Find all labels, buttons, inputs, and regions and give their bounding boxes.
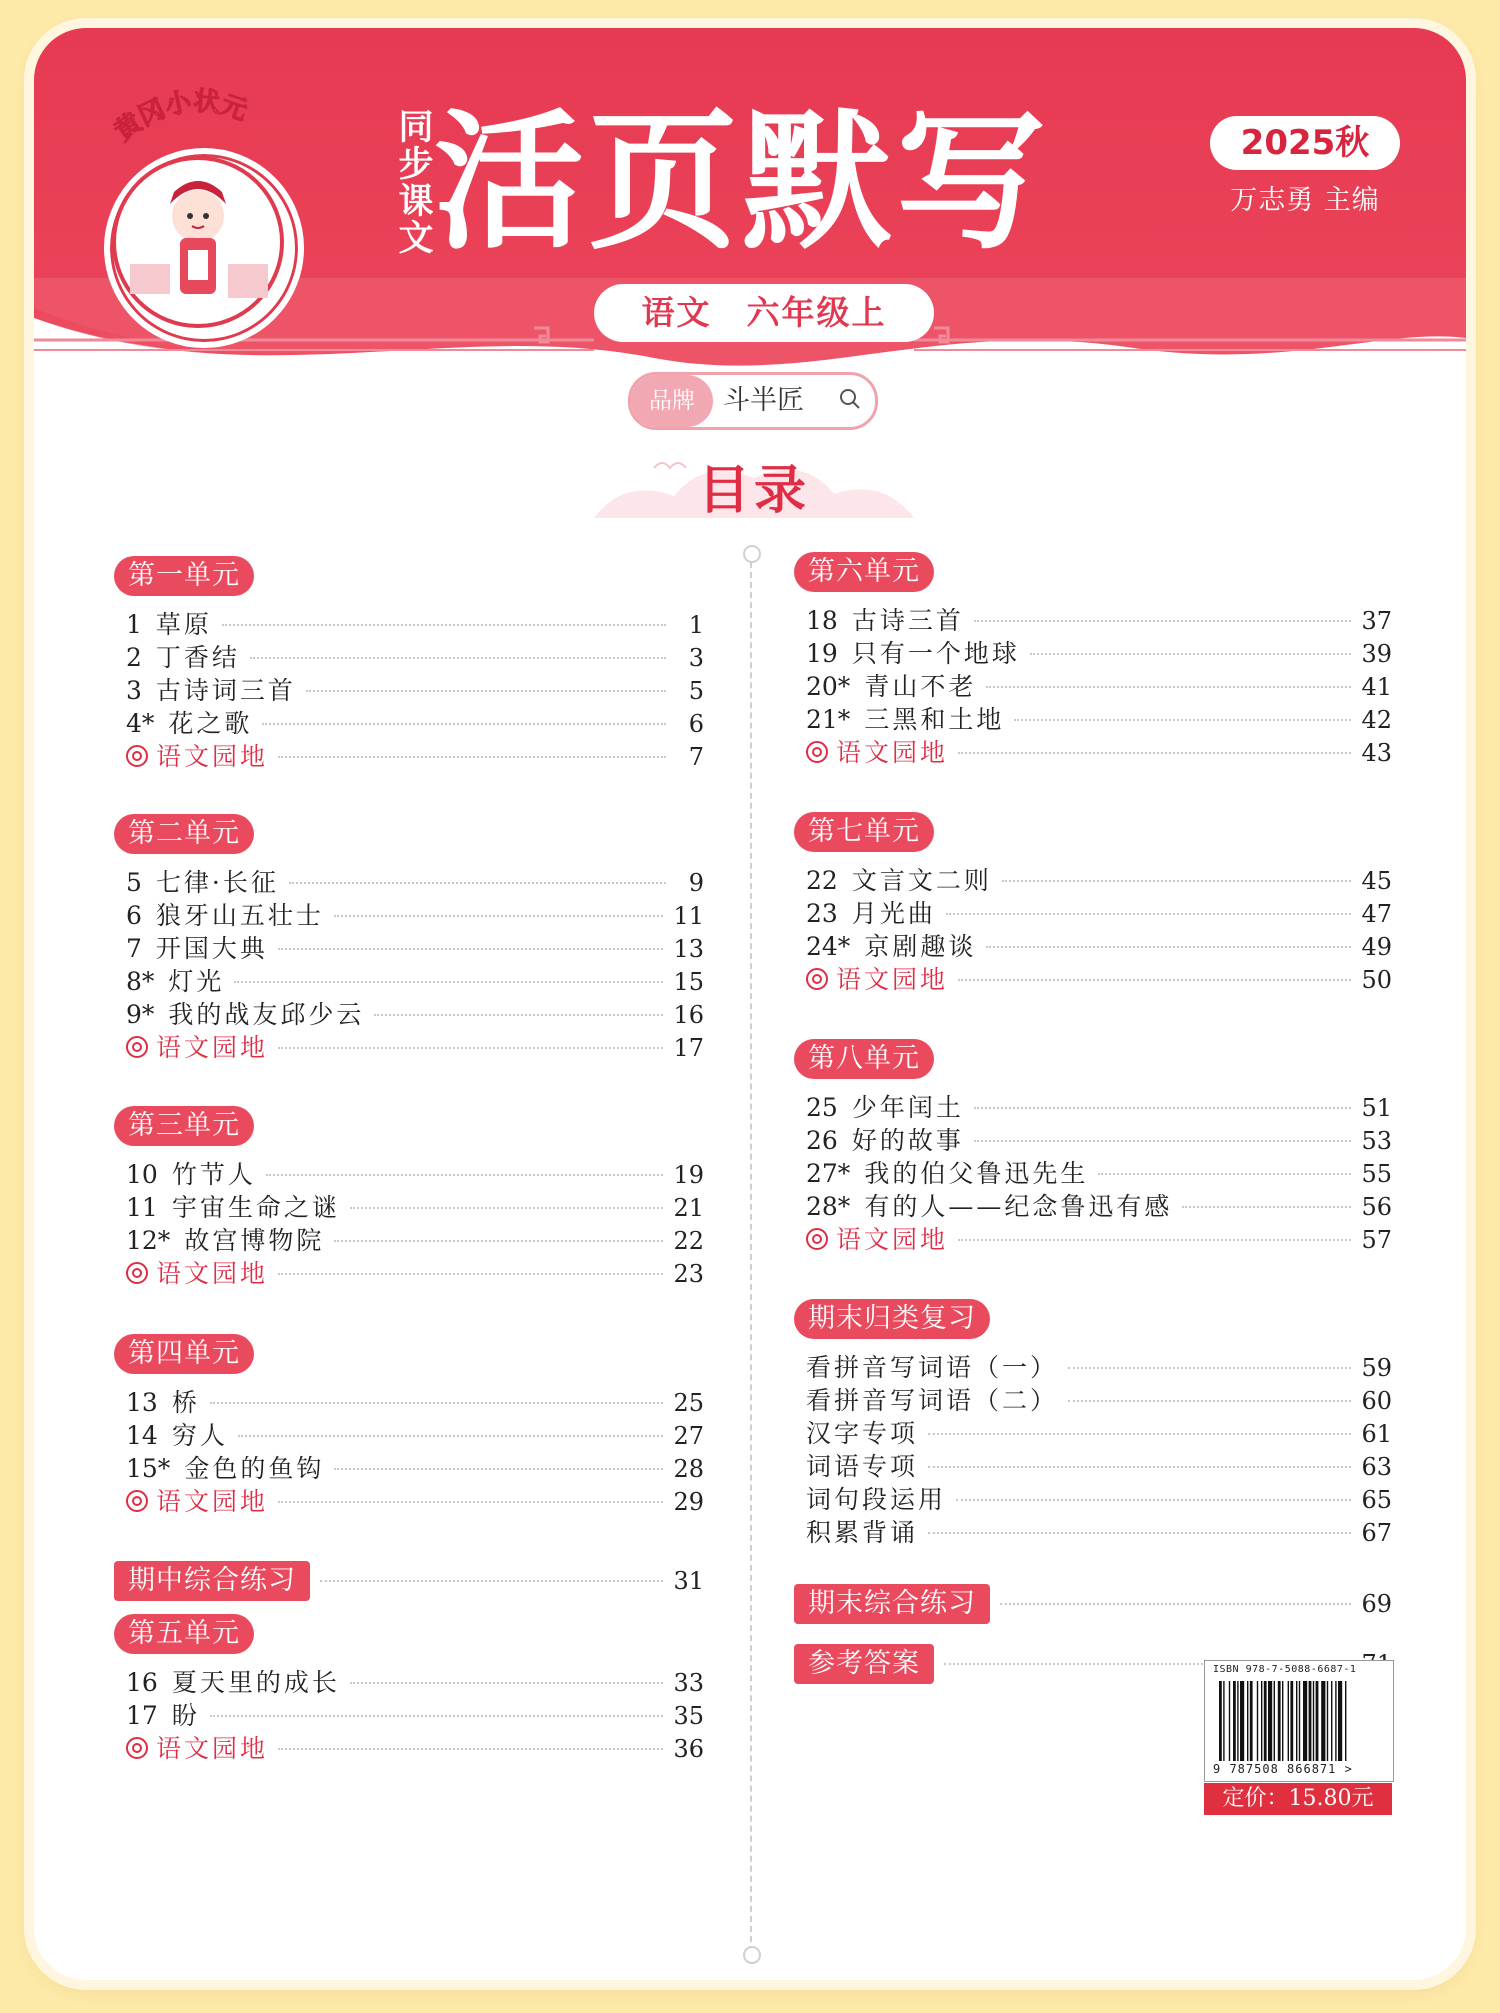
page-number: 25: [673, 1389, 704, 1417]
toc-row[interactable]: [806, 1417, 1392, 1450]
lesson-title: 七律·长征: [155, 868, 279, 897]
dot-leader: [958, 752, 1351, 754]
toc-row[interactable]: [806, 1157, 1392, 1190]
bullseye-icon: [806, 741, 828, 763]
page-number: 53: [1361, 1127, 1392, 1155]
lesson-title: 语文园地: [836, 738, 949, 767]
lesson-title: 好的故事: [851, 1126, 964, 1155]
lesson-number: 21*: [806, 705, 851, 734]
lesson-title: 桥: [171, 1388, 200, 1417]
dot-leader: [974, 1140, 1352, 1142]
lesson-title: 盼: [171, 1701, 200, 1730]
dot-leader: [1002, 880, 1352, 882]
toc-row[interactable]: [126, 1386, 704, 1419]
dot-leader: [986, 686, 1351, 688]
barcode-bar: [1327, 1681, 1328, 1761]
toc-row[interactable]: [126, 899, 704, 932]
toc-inline-entry[interactable]: [794, 1584, 1392, 1624]
page-number: 49: [1361, 933, 1392, 961]
lesson-number: 4*: [126, 709, 155, 738]
lesson-number: 14: [126, 1421, 158, 1450]
page-number: 39: [1361, 640, 1392, 668]
lesson-title: 语文园地: [156, 1033, 269, 1062]
barcode-bar: [1268, 1681, 1272, 1761]
section-label: 参考答案: [794, 1644, 934, 1684]
toc-row-chinese-garden[interactable]: [126, 1031, 704, 1064]
lesson-title: 古诗词三首: [155, 676, 296, 705]
dot-leader: [278, 756, 666, 758]
toc-row[interactable]: [126, 965, 704, 998]
toc-section: [114, 1106, 704, 1290]
dot-leader: [928, 1466, 1351, 1468]
page-number: 23: [673, 1260, 704, 1288]
page-number: 5: [688, 677, 704, 705]
toc-row[interactable]: [126, 674, 704, 707]
toc-row[interactable]: [806, 930, 1392, 963]
lesson-number: 3: [126, 676, 142, 705]
barcode-bar: [1331, 1681, 1332, 1761]
toc-row[interactable]: [806, 1384, 1392, 1417]
lesson-number: 9*: [126, 1000, 155, 1029]
page-number: 29: [673, 1488, 704, 1516]
isbn-number: ISBN 978-7-5088-6687-1: [1213, 1664, 1357, 1675]
barcode-bar: [1261, 1681, 1262, 1761]
page-number: 3: [688, 644, 704, 672]
barcode-bar: [1290, 1681, 1293, 1761]
lesson-number: 24*: [806, 932, 851, 961]
page-number: 60: [1361, 1387, 1392, 1415]
page-number: 55: [1361, 1160, 1392, 1188]
barcode-bars: [1219, 1681, 1381, 1761]
dot-leader: [278, 1047, 663, 1049]
barcode-bar: [1250, 1681, 1253, 1761]
brand-search-bar[interactable]: [628, 372, 878, 430]
page-number: 69: [1361, 1590, 1392, 1618]
dot-leader: [374, 1014, 663, 1016]
toc-section: [794, 1584, 1392, 1624]
page-number: 15: [673, 968, 704, 996]
lesson-title: 少年闰土: [851, 1093, 964, 1122]
dot-leader: [1068, 1367, 1351, 1369]
cover-card: [34, 28, 1466, 1980]
toc-row[interactable]: [126, 1419, 704, 1452]
lesson-number: 11: [126, 1193, 158, 1222]
toc-row-chinese-garden[interactable]: [126, 740, 704, 773]
toc-row[interactable]: [126, 866, 704, 899]
lesson-number: 15*: [126, 1454, 171, 1483]
barcode-bar: [1313, 1681, 1314, 1761]
toc-list: [114, 1158, 704, 1290]
dot-leader: [320, 1580, 663, 1582]
divider-dot: [743, 1946, 761, 1964]
lesson-title: 三黑和土地: [864, 705, 1005, 734]
page-number: 51: [1361, 1094, 1392, 1122]
dot-leader: [278, 948, 664, 950]
page-number: 50: [1361, 966, 1392, 994]
year-badge: 2025秋: [1210, 116, 1400, 170]
barcode-bar: [1274, 1681, 1275, 1761]
dot-leader: [986, 946, 1351, 948]
lesson-title: 语文园地: [836, 965, 949, 994]
lesson-title: 词句段运用: [806, 1485, 947, 1514]
lesson-number: 7: [126, 934, 142, 963]
dot-leader: [278, 1273, 663, 1275]
lesson-number: 16: [126, 1668, 158, 1697]
lesson-title: 我的伯父鲁迅先生: [864, 1159, 1089, 1188]
subject-grade-pill: 语文 六年级上: [594, 284, 934, 342]
toc-row[interactable]: [806, 864, 1392, 897]
toc-row[interactable]: [126, 641, 704, 674]
lesson-number: 2: [126, 643, 142, 672]
toc-section: [114, 556, 704, 773]
lesson-number: 18: [806, 606, 838, 635]
toc-section: [114, 814, 704, 1064]
page-number: 56: [1361, 1193, 1392, 1221]
bullseye-icon: [126, 1262, 148, 1284]
lesson-number: 8*: [126, 967, 155, 996]
toc-list: [114, 608, 704, 773]
brand-name: 斗半匠: [723, 385, 804, 416]
lesson-number: 25: [806, 1093, 838, 1122]
lesson-title: 京剧趣谈: [864, 932, 977, 961]
lesson-title: 开国大典: [155, 934, 268, 963]
section-label: 期末综合练习: [794, 1584, 990, 1624]
series-label: 同步课文: [393, 108, 433, 256]
toc-row-chinese-garden[interactable]: [806, 1223, 1392, 1256]
bullseye-icon: [806, 968, 828, 990]
barcode-bar: [1237, 1681, 1238, 1761]
barcode-bar: [1316, 1681, 1319, 1761]
barcode-bar: [1257, 1681, 1258, 1761]
lesson-title: 汉字专项: [806, 1419, 919, 1448]
toc-row[interactable]: [806, 1091, 1392, 1124]
section-label: 第六单元: [794, 552, 934, 592]
brand-tag: 品牌: [631, 375, 713, 427]
lesson-number: 22: [806, 866, 838, 895]
dot-leader: [334, 1468, 663, 1470]
barcode-bar: [1335, 1681, 1336, 1761]
lesson-number: 19: [806, 639, 838, 668]
dot-leader: [262, 723, 666, 725]
dot-leader: [974, 620, 1352, 622]
lesson-title: 文言文二则: [851, 866, 992, 895]
page-number: 6: [688, 710, 704, 738]
section-label: 第八单元: [794, 1039, 934, 1079]
barcode-bar: [1299, 1681, 1300, 1761]
dot-leader: [958, 1239, 1351, 1241]
toc-section: [794, 552, 1392, 769]
column-divider: [750, 552, 752, 1952]
toc-row[interactable]: [806, 1450, 1392, 1483]
dot-leader: [266, 1174, 664, 1176]
toc-row-chinese-garden[interactable]: [806, 963, 1392, 996]
page-number: 57: [1361, 1226, 1392, 1254]
page-number: 21: [673, 1194, 704, 1222]
lesson-title: 看拼音写词语（二）: [806, 1386, 1059, 1415]
toc-row[interactable]: [126, 998, 704, 1031]
bullseye-icon: [806, 1228, 828, 1250]
toc-list: [114, 866, 704, 1064]
barcode-bar: [1278, 1681, 1281, 1761]
lesson-number: 17: [126, 1701, 158, 1730]
page-number: 35: [673, 1702, 704, 1730]
lesson-title: 月光曲: [851, 899, 936, 928]
book-title: 活页默写: [434, 96, 1051, 270]
dot-leader: [238, 1435, 664, 1437]
page-number: 59: [1361, 1354, 1392, 1382]
toc-section: [794, 1299, 1392, 1549]
page-number: 37: [1361, 607, 1392, 635]
toc-row-chinese-garden[interactable]: [806, 736, 1392, 769]
barcode-digits: 9 787508 866871 >: [1213, 1762, 1353, 1776]
lesson-title: 丁香结: [155, 643, 240, 672]
page-number: 65: [1361, 1486, 1392, 1514]
barcode-bar: [1338, 1681, 1342, 1761]
lesson-number: 23: [806, 899, 838, 928]
toc-row[interactable]: [126, 932, 704, 965]
lesson-title: 花之歌: [168, 709, 253, 738]
dot-leader: [334, 915, 664, 917]
toc-section: [114, 1561, 704, 1601]
dot-leader: [334, 1240, 663, 1242]
toc-row[interactable]: [126, 1452, 704, 1485]
barcode-bar: [1345, 1681, 1346, 1761]
dot-leader: [250, 657, 666, 659]
page-number: 41: [1361, 673, 1392, 701]
dot-leader: [1182, 1206, 1351, 1208]
bullseye-icon: [126, 1490, 148, 1512]
toc-section: [114, 1614, 704, 1765]
lesson-number: 1: [126, 610, 142, 639]
toc-section: [794, 812, 1392, 996]
dot-leader: [1000, 1603, 1351, 1605]
lesson-title: 宇宙生命之谜: [171, 1193, 340, 1222]
isbn-barcode: [1204, 1660, 1394, 1782]
lesson-title: 积累背诵: [806, 1518, 919, 1547]
dot-leader: [1030, 653, 1352, 655]
dot-leader: [222, 624, 666, 626]
lesson-title: 青山不老: [864, 672, 977, 701]
dot-leader: [928, 1532, 1351, 1534]
toc-row[interactable]: [126, 707, 704, 740]
dot-leader: [289, 882, 666, 884]
section-label: 第一单元: [114, 556, 254, 596]
barcode-bar: [1264, 1681, 1267, 1761]
page-number: 28: [673, 1455, 704, 1483]
lesson-title: 古诗三首: [851, 606, 964, 635]
barcode-bar: [1233, 1681, 1236, 1761]
toc-row[interactable]: [806, 1516, 1392, 1549]
barcode-bar: [1229, 1681, 1230, 1761]
toc-section: [114, 1334, 704, 1518]
section-label: 第七单元: [794, 812, 934, 852]
dot-leader: [1014, 719, 1351, 721]
lesson-title: 草原: [155, 610, 212, 639]
dot-leader: [306, 690, 666, 692]
toc-row[interactable]: [806, 670, 1392, 703]
barcode-bar: [1219, 1681, 1222, 1761]
toc-row-chinese-garden[interactable]: [126, 1257, 704, 1290]
toc-row[interactable]: [806, 1351, 1392, 1384]
lesson-title: 竹节人: [171, 1160, 256, 1189]
page-number: 36: [673, 1735, 704, 1763]
lesson-title: 穷人: [171, 1421, 228, 1450]
toc-row[interactable]: [806, 703, 1392, 736]
section-label: 期末归类复习: [794, 1299, 990, 1339]
lesson-title: 语文园地: [156, 1259, 269, 1288]
lesson-title: 词语专项: [806, 1452, 919, 1481]
divider-dot: [743, 545, 761, 563]
page-number: 61: [1361, 1420, 1392, 1448]
toc-heading: [564, 438, 944, 528]
page-number: 31: [673, 1567, 704, 1595]
dot-leader: [956, 1499, 1351, 1501]
lesson-number: 5: [126, 868, 142, 897]
toc-row[interactable]: [126, 1158, 704, 1191]
lesson-title: 灯光: [168, 967, 225, 996]
bullseye-icon: [126, 1737, 148, 1759]
dot-leader: [1068, 1400, 1351, 1402]
toc-list: [114, 1386, 704, 1518]
barcode-bar: [1296, 1681, 1297, 1761]
dot-leader: [1098, 1173, 1351, 1175]
barcode-bar: [1303, 1681, 1307, 1761]
editor-credit: 万志勇 主编: [1230, 185, 1380, 216]
toc-inline-entry[interactable]: [114, 1561, 704, 1601]
section-label: 第四单元: [114, 1334, 254, 1374]
bullseye-icon: [126, 1036, 148, 1058]
lesson-number: 28*: [806, 1192, 851, 1221]
lesson-number: 12*: [126, 1226, 171, 1255]
toc-row[interactable]: [806, 897, 1392, 930]
lesson-title: 看拼音写词语（一）: [806, 1353, 1059, 1382]
dot-leader: [278, 1501, 663, 1503]
page-number: 43: [1361, 739, 1392, 767]
toc-section: [794, 1039, 1392, 1256]
lesson-number: 27*: [806, 1159, 851, 1188]
lesson-title: 语文园地: [156, 742, 269, 771]
toc-row[interactable]: [126, 1224, 704, 1257]
page-number: 19: [673, 1161, 704, 1189]
section-label: 第五单元: [114, 1614, 254, 1654]
toc-list: [114, 1666, 704, 1765]
lesson-title: 故宫博物院: [184, 1226, 325, 1255]
section-label: 期中综合练习: [114, 1561, 310, 1601]
section-label: 第二单元: [114, 814, 254, 854]
svg-text:黄冈小状元: 黄冈小状元: [109, 86, 252, 148]
mascot-illustration: [104, 148, 304, 348]
section-label: 第三单元: [114, 1106, 254, 1146]
toc-list: [794, 604, 1392, 769]
lesson-title: 语文园地: [836, 1225, 949, 1254]
page-number: 1: [688, 611, 704, 639]
lesson-title: 语文园地: [156, 1734, 269, 1763]
page-number: 45: [1361, 867, 1392, 895]
lesson-title: 我的战友邱少云: [168, 1000, 365, 1029]
page-number: 16: [673, 1001, 704, 1029]
toc-row[interactable]: [126, 1191, 704, 1224]
lesson-title: 语文园地: [156, 1487, 269, 1516]
toc-row[interactable]: [806, 1124, 1392, 1157]
dot-leader: [234, 981, 663, 983]
lesson-title: 狼牙山五壮士: [155, 901, 324, 930]
toc-title: 目录: [697, 461, 810, 521]
lesson-number: 13: [126, 1388, 158, 1417]
toc-list: [794, 864, 1392, 996]
lesson-number: 20*: [806, 672, 851, 701]
barcode-bar: [1309, 1681, 1312, 1761]
dot-leader: [958, 979, 1351, 981]
page-number: 11: [673, 902, 704, 930]
barcode-bar: [1240, 1681, 1244, 1761]
page-number: 42: [1361, 706, 1392, 734]
page-number: 67: [1361, 1519, 1392, 1547]
barcode-bar: [1247, 1681, 1248, 1761]
page-number: 63: [1361, 1453, 1392, 1481]
lesson-title: 只有一个地球: [851, 639, 1020, 668]
dot-leader: [210, 1715, 664, 1717]
dot-leader: [210, 1402, 664, 1404]
page-number: 22: [673, 1227, 704, 1255]
lesson-number: 10: [126, 1160, 158, 1189]
lesson-title: 夏天里的成长: [171, 1668, 340, 1697]
page-number: 27: [673, 1422, 704, 1450]
toc-row[interactable]: [126, 608, 704, 641]
barcode-bar: [1282, 1681, 1283, 1761]
toc-row[interactable]: [126, 1699, 704, 1732]
dot-leader: [350, 1207, 664, 1209]
search-icon: [839, 388, 861, 410]
page-number: 7: [688, 743, 704, 771]
lesson-title: 金色的鱼钩: [184, 1454, 325, 1483]
barcode-bar: [1321, 1681, 1325, 1761]
toc-list: [794, 1091, 1392, 1256]
page-number: 13: [673, 935, 704, 963]
toc-row-chinese-garden[interactable]: [126, 1485, 704, 1518]
toc-row[interactable]: [806, 1190, 1392, 1223]
toc-list: [794, 1351, 1392, 1549]
page-number: 9: [688, 869, 704, 897]
toc-row-chinese-garden[interactable]: [126, 1732, 704, 1765]
page-number: 17: [673, 1034, 704, 1062]
lesson-number: 26: [806, 1126, 838, 1155]
toc-row[interactable]: [806, 637, 1392, 670]
lesson-number: 6: [126, 901, 142, 930]
dot-leader: [946, 913, 1352, 915]
toc-row[interactable]: [806, 604, 1392, 637]
dot-leader: [278, 1748, 663, 1750]
dot-leader: [350, 1682, 664, 1684]
bullseye-icon: [126, 745, 148, 767]
barcode-bar: [1223, 1681, 1224, 1761]
dot-leader: [928, 1433, 1351, 1435]
toc-row[interactable]: [806, 1483, 1392, 1516]
barcode-bar: [1288, 1681, 1289, 1761]
page-number: 47: [1361, 900, 1392, 928]
lesson-title: 有的人——纪念鲁迅有感: [864, 1192, 1173, 1221]
page-number: 33: [673, 1669, 704, 1697]
price-tag: 定价：15.80元: [1204, 1783, 1392, 1815]
dot-leader: [974, 1107, 1352, 1109]
toc-row[interactable]: [126, 1666, 704, 1699]
